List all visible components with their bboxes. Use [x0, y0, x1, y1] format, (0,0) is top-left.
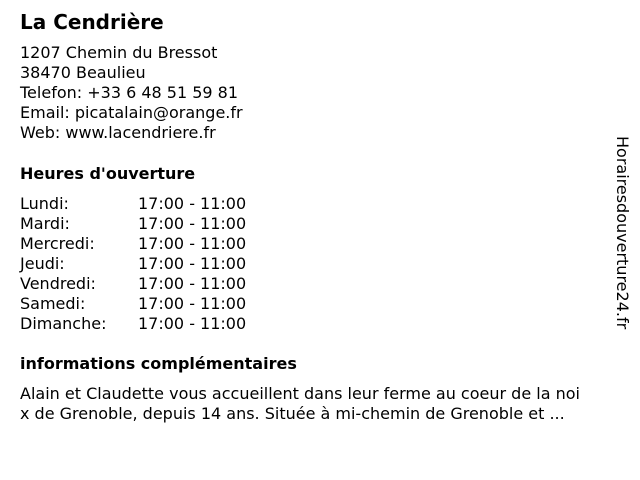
- time-range: 17:00 - 11:00: [138, 234, 247, 253]
- business-name: La Cendrière: [20, 10, 164, 34]
- time-range: 17:00 - 11:00: [138, 274, 247, 293]
- time-range: 17:00 - 11:00: [138, 254, 247, 273]
- hours-row-samedi: [20, 294, 246, 314]
- site-watermark: Horairesdouverture24.fr: [613, 136, 632, 330]
- day-label: Lundi:: [20, 194, 69, 213]
- info-heading: informations complémentaires: [20, 354, 297, 373]
- email-text: Email: picatalain@orange.fr: [20, 103, 243, 122]
- description-line: x de Grenoble, depuis 14 ans. Située à mi-chemin de Grenoble et ...: [20, 404, 565, 423]
- time-range: 17:00 - 11:00: [138, 214, 247, 233]
- day-label: Vendredi:: [20, 274, 96, 293]
- hours-table: [20, 194, 246, 334]
- hours-row-jeudi: [20, 254, 246, 274]
- hours-heading: Heures d'ouverture: [20, 164, 196, 183]
- hours-row-dimanche: [20, 314, 246, 334]
- time-range: 17:00 - 11:00: [138, 294, 247, 313]
- address-street: 1207 Chemin du Bressot: [20, 43, 218, 62]
- hours-row-lundi: [20, 194, 246, 214]
- description-text: [20, 384, 620, 424]
- hours-row-vendredi: [20, 274, 246, 294]
- hours-row-mardi: [20, 214, 246, 234]
- day-label: Mercredi:: [20, 234, 95, 253]
- day-label: Dimanche:: [20, 314, 107, 333]
- day-label: Jeudi:: [20, 254, 65, 273]
- hours-row-mercredi: [20, 234, 246, 254]
- phone-text: Telefon: +33 6 48 51 59 81: [20, 83, 239, 102]
- website-text: Web: www.lacendriere.fr: [20, 123, 216, 142]
- time-range: 17:00 - 11:00: [138, 314, 247, 333]
- time-range: 17:00 - 11:00: [138, 194, 247, 213]
- day-label: Samedi:: [20, 294, 86, 313]
- day-label: Mardi:: [20, 214, 70, 233]
- address-city: 38470 Beaulieu: [20, 63, 146, 82]
- description-line: Alain et Claudette vous accueillent dans leur ferme au coeur de la noi: [20, 384, 580, 403]
- contact-block: [20, 43, 243, 143]
